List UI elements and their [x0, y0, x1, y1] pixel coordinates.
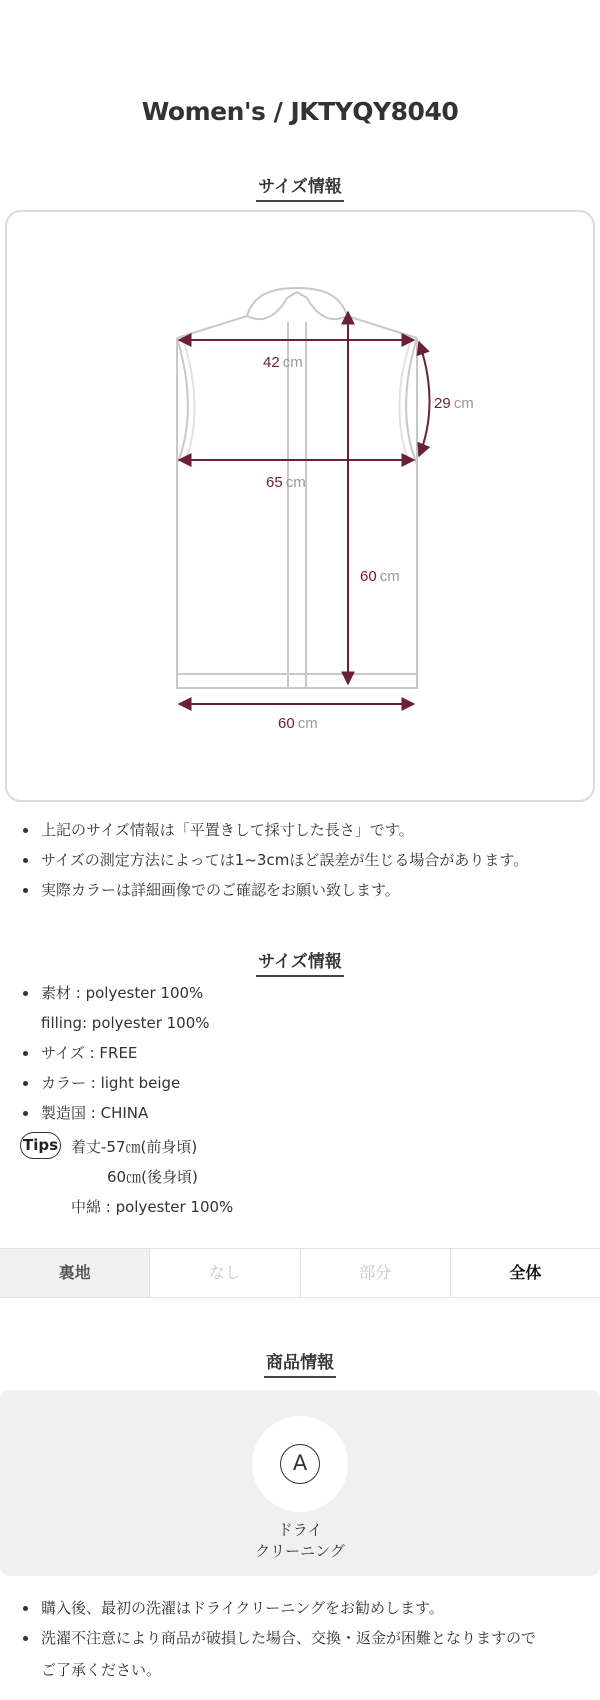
lining-option-partial: 部分 — [300, 1249, 450, 1297]
tips-line-1: 着丈-57㎝(前身頃) — [71, 1138, 198, 1156]
lining-selector — [0, 1248, 600, 1298]
product-note-cont: ご了承ください。 — [41, 1661, 162, 1679]
tips-line-3: 中綿 : polyester 100% — [71, 1198, 234, 1216]
care-instructions — [0, 1390, 600, 1576]
size-info-heading: サイズ情報 — [0, 172, 600, 202]
spec-size: サイズ : FREE — [22, 1038, 592, 1068]
lining-option-full: 全体 — [450, 1249, 600, 1297]
length-measure-label: 60 cm — [360, 568, 400, 585]
armhole-measure-line — [419, 342, 430, 456]
size-diagram — [5, 210, 595, 802]
hem-measure-label: 60 cm — [278, 715, 318, 732]
spec-material-cont: filling: polyester 100% — [41, 1014, 210, 1032]
list-item: 購入後、最初の洗濯はドライクリーニングをお勧めします。 — [22, 1593, 592, 1623]
spec-origin: 製造国 : CHINA — [22, 1098, 592, 1128]
spec-heading: サイズ情報 — [0, 947, 600, 977]
list-item: 実際カラーは詳細画像でのご確認をお願い致します。 — [22, 875, 592, 905]
list-item: サイズの測定方法によっては1~3cmほど誤差が生じる場合があります。 — [22, 845, 592, 875]
list-item: 上記のサイズ情報は「平置きして採寸した長さ」です。 — [22, 815, 592, 845]
chest-measure-label: 65 cm — [266, 474, 306, 491]
spec-list-2 — [22, 1038, 592, 1128]
tips-line-2: 60㎝(後身頃) — [107, 1168, 198, 1186]
lining-label: 裏地 — [0, 1249, 149, 1297]
spec-color: カラー : light beige — [22, 1068, 592, 1098]
armhole-measure-label: 29 cm — [434, 395, 474, 412]
list-item: 洗濯不注意により商品が破損した場合、交換・返金が困難となりますので — [22, 1623, 592, 1653]
vest-diagram-svg — [7, 212, 597, 804]
shoulder-measure-label: 42 cm — [263, 354, 303, 371]
care-symbol-badge — [252, 1416, 348, 1512]
tips-badge: Tips — [20, 1132, 61, 1159]
product-info-heading: 商品情報 — [0, 1348, 600, 1378]
lining-option-none: なし — [149, 1249, 299, 1297]
dry-clean-icon: A — [280, 1444, 320, 1484]
care-label: ドライ クリーニング — [255, 1521, 345, 1560]
spec-list — [22, 978, 592, 1008]
spec-material: 素材 : polyester 100% — [22, 978, 592, 1008]
size-notes-list — [22, 815, 592, 905]
product-title: Women's / JKTYQY8040 — [141, 97, 459, 126]
product-notes-list — [22, 1593, 592, 1653]
